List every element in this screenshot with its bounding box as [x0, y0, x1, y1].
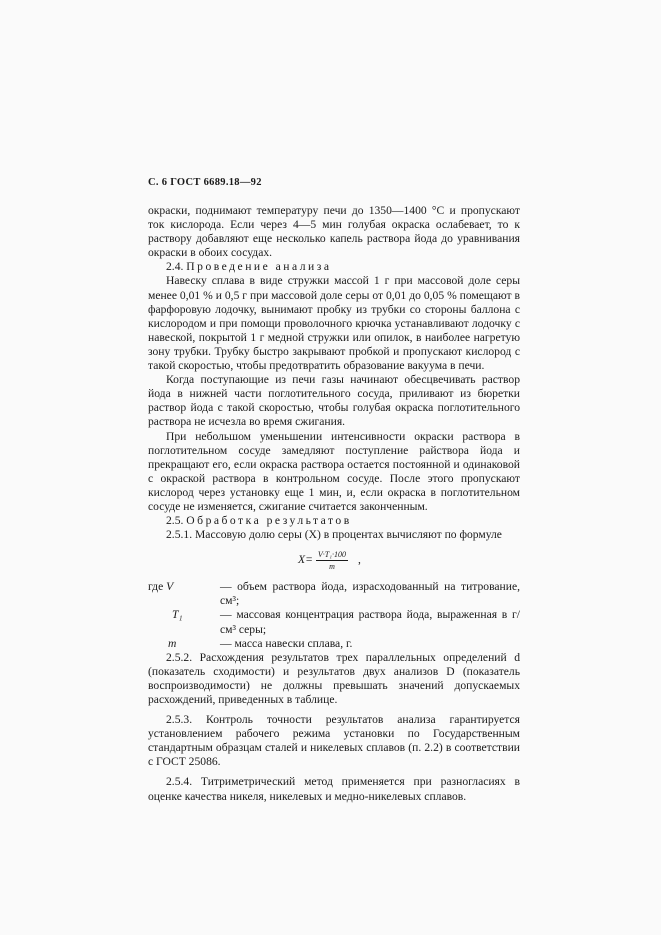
formula-denominator: m [329, 561, 335, 571]
formula-numerator: V·T₁·100 [317, 549, 347, 559]
paragraph-continuation: окраски, поднимают температуру печи до 1350—1400 °С и пропускают ток кислорода. Если через 4—5 мин голубая окраска ослабевает, то к раствору добавляют еще несколько капель раствора йода до уравнивания окраски в обоих сосудах. [148, 204, 520, 260]
definition-m: m — масса навески сплава, г. [168, 636, 353, 650]
formula-trail: , [358, 553, 361, 567]
formula-definitions [148, 580, 520, 650]
paragraph-method-scope: 2.5.4. Титриметрический метод применяется при разногласиях в оценке качества никеля, никелевых и медно-никелевых сплавов. [148, 775, 520, 803]
section-title: Проведение анализа [186, 260, 332, 274]
section-heading-2-4: 2.4. Проведение анализа [166, 260, 332, 274]
formula-fraction [316, 550, 348, 571]
paragraph-formula-intro: 2.5.1. Массовую долю серы (X) в процентах вычисляют по формуле [166, 528, 502, 542]
section-title: Обработка результатов [186, 514, 352, 528]
paragraph-titration-end: При небольшом уменьшении интенсивности окраски раствора в поглотительном сосуде замедляют поступление райствора йода и прекращают его, если окраска раствора остается постоянной и одинаковой с окраской раствора в контрольном сосуде. После этого пропускают кислород через установку еще 1 мин, и, если окраска в поглотительном сосуде не изменяется, сжигание считается законченным. [148, 429, 520, 513]
formula-lhs: X= [298, 553, 313, 567]
document-body [148, 204, 520, 804]
sulfur-formula [298, 546, 520, 574]
paragraph-accuracy-control: 2.5.3. Контроль точности результатов анализа гарантируется установлением рабочего режима установки по Государственным стандартным образцам сталей и никелевых сплавов (п. 2.2) в соответствии с ГОСТ 25086. [148, 713, 520, 769]
definition-V: где V — объем раствора йода, израсходованный на титрование, см³; [148, 580, 520, 608]
paragraph-sample-prep: Навеску сплава в виде стружки массой 1 г при массовой доле серы менее 0,01 % и 0,5 г при массовой доле серы от 0,01 до 0,05 % помещают в фарфоровую лодочку, вынимают пробку из трубки со стороны баллона с кислородом и при помощи проволочного крючка устанавливают лодочку с навеской, покрытой 1 г медной стружки или опилок, в наиболее нагретую зону трубки. Трубку быстро закрывают пробкой и пропускают кислород с такой скоростью, чтобы предотвратить образование вакуума в печи. [148, 274, 520, 373]
paragraph-gas-flow: Когда поступающие из печи газы начинают обесцвечивать раствор йода в нижней части поглотительного сосуда, приливают из бюретки раствор йода с такой скоростью, чтобы голубая окраска поглотительного раствора не исчезла во время сжигания. [148, 373, 520, 429]
page-header: С. 6 ГОСТ 6689.18—92 [148, 177, 262, 188]
section-heading-2-5: 2.5. Обработка результатов [166, 514, 352, 528]
paragraph-discrepancy: 2.5.2. Расхождения результатов трех параллельных определений d (показатель сходимости) и результатов двух анализов D (показатель воспроизводимости) не должны превышать значений допускаемых расхождений, приведенных в таблице. [148, 650, 520, 706]
definition-T1: T₁ — массовая концентрация раствора йода, выраженная в г/см³ серы; [172, 608, 520, 636]
